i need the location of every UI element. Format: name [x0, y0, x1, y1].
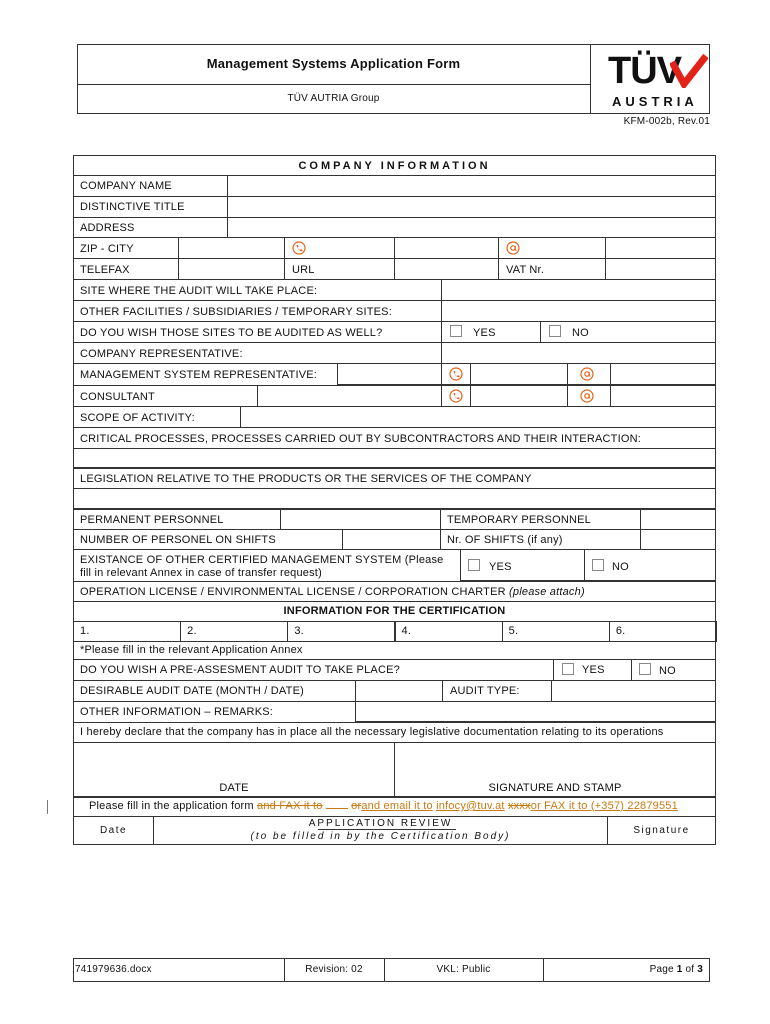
header-divider-v: [590, 44, 591, 114]
at-icon: [580, 367, 594, 381]
checkbox-sites-no[interactable]: [549, 325, 561, 337]
label-mgmt-rep: MANAGEMENT SYSTEM REPRESENTATIVE:: [80, 369, 318, 381]
footer-page: [543, 964, 703, 975]
instruction-inserted: and email it to: [361, 800, 433, 812]
checkbox-pre-audit-no[interactable]: [639, 663, 651, 675]
label-pre-audit-yes: YES: [582, 664, 605, 676]
pre-audit-divider: [631, 659, 632, 681]
label-existance-1: EXISTANCE OF OTHER CERTIFIED MANAGEMENT SYSTEM (Please: [80, 554, 444, 566]
section-company-title: COMPANY INFORMATION: [298, 160, 491, 172]
label-audit-type: AUDIT TYPE:: [450, 685, 520, 697]
label-sites-yes: YES: [473, 327, 496, 339]
declaration: I hereby declare that the company has in place all the necessary legislative documentation relating to its operations: [80, 726, 664, 738]
label-wish-audited: DO YOU WISH THOSE SITES TO BE AUDITED AS WELL?: [80, 327, 383, 339]
margin-mark: [47, 800, 48, 814]
label-nr-shifts: Nr. OF SHIFTS (if any): [447, 534, 563, 546]
footer-vkl: VKL: Public: [436, 964, 491, 975]
input-audit-type[interactable]: [551, 680, 716, 702]
phone-icon: [449, 367, 463, 381]
email-link[interactable]: infocy@tuv.at: [436, 800, 505, 812]
input-zip-city[interactable]: [178, 237, 285, 259]
doc-code: KFM-002b, Rev.01: [623, 116, 710, 127]
sites-divider: [540, 321, 541, 343]
form-subtitle: TÜV AUTRIA Group: [287, 93, 380, 104]
cert-item-label: 3.: [294, 625, 304, 637]
certification-title: INFORMATION FOR THE CERTIFICATION: [283, 605, 506, 617]
license-text: OPERATION LICENSE / ENVIRONMENTAL LICENSE / CORPORATION CHARTER: [80, 586, 506, 598]
review-date-label: Date: [99, 825, 128, 836]
instruction-lead: Please fill in the application form: [89, 800, 254, 812]
input-consultant[interactable]: [257, 385, 442, 407]
checkbox-existance-yes[interactable]: [468, 559, 480, 571]
instruction-struck2: or: [351, 800, 362, 812]
cert-item-label: 2.: [187, 625, 197, 637]
input-on-shifts[interactable]: [342, 529, 441, 550]
row-line: [73, 601, 716, 602]
checkbox-existance-no[interactable]: [592, 559, 604, 571]
tuv-logo: [598, 50, 706, 112]
cert-item-label: 4.: [401, 625, 412, 637]
input-mgmt-phone[interactable]: [470, 363, 568, 385]
label-vat: VAT Nr.: [506, 264, 545, 276]
input-scope[interactable]: [240, 406, 716, 428]
cert-item-label: 1.: [80, 625, 90, 637]
input-critical[interactable]: [73, 448, 716, 468]
instruction-struck1: and FAX it to: [257, 800, 323, 812]
label-existance-yes: YES: [489, 561, 512, 573]
input-company-rep[interactable]: [441, 342, 716, 364]
label-company-name: COMPANY NAME: [80, 180, 172, 192]
label-url: URL: [292, 264, 315, 276]
pre-audit-options: [553, 659, 716, 681]
label-on-shifts: NUMBER OF PERSONEL ON SHIFTS: [80, 534, 276, 546]
footer-page-total: 3: [697, 964, 703, 975]
input-address[interactable]: [227, 217, 716, 238]
review-title-underline: [318, 829, 456, 830]
label-existance-2: fill in relevant Annex in case of transfer request): [80, 567, 322, 579]
label-consultant: CONSULTANT: [80, 391, 155, 403]
header-divider-h: [77, 84, 590, 85]
label-scope: SCOPE OF ACTIVITY:: [80, 412, 195, 424]
label-temporary: TEMPORARY PERSONNEL: [447, 514, 591, 526]
input-telefax[interactable]: [178, 258, 285, 280]
checkbox-sites-yes[interactable]: [450, 325, 462, 337]
annex-note: *Please fill in the relevant Application Annex: [80, 644, 303, 656]
input-vat[interactable]: [605, 258, 716, 280]
input-mgmt-rep[interactable]: [337, 363, 442, 385]
label-date: DATE: [219, 782, 249, 794]
input-other-info[interactable]: [355, 701, 716, 722]
input-nr-shifts[interactable]: [640, 529, 716, 550]
label-critical: CRITICAL PROCESSES, PROCESSES CARRIED OUT BY SUBCONTRACTORS AND THEIR INTERACTION:: [80, 433, 641, 445]
review-subtitle: (to be filled in by the Certification Body): [250, 831, 511, 842]
input-phone-value[interactable]: [394, 237, 499, 259]
review-title: APPLICATION REVIEW: [308, 818, 453, 829]
input-consultant-phone[interactable]: [470, 385, 568, 407]
label-other-facilities: OTHER FACILITIES / SUBSIDIARIES / TEMPORARY SITES:: [80, 306, 392, 318]
input-temporary[interactable]: [640, 508, 716, 530]
input-legislation[interactable]: [73, 488, 716, 509]
phone-icon: [292, 241, 306, 255]
label-sites-no: NO: [572, 327, 589, 339]
footer-revision: Revision: 02: [305, 964, 363, 975]
input-permanent[interactable]: [280, 508, 441, 530]
label-distinctive-title: DISTINCTIVE TITLE: [80, 201, 185, 213]
input-other-facilities[interactable]: [441, 300, 716, 322]
input-distinctive-title[interactable]: [227, 196, 716, 218]
row-line: [73, 468, 716, 469]
label-address: ADDRESS: [80, 222, 135, 234]
input-site-audit[interactable]: [441, 279, 716, 301]
form-title: Management Systems Application Form: [206, 56, 461, 71]
input-consultant-email[interactable]: [610, 385, 716, 407]
review-signature-label: Signature: [633, 825, 690, 836]
logo-bottom: AUSTRIA: [612, 94, 698, 109]
instruction-line: [89, 800, 678, 812]
cert-item-label: 5.: [508, 625, 519, 637]
input-email-value[interactable]: [605, 237, 716, 259]
footer-page-num: 1: [676, 964, 683, 975]
license-note: (please attach): [509, 586, 585, 598]
label-signature-stamp: SIGNATURE AND STAMP: [488, 782, 622, 794]
label-telefax: TELEFAX: [80, 264, 130, 276]
label-pre-audit-no: NO: [659, 665, 676, 677]
row-line: [73, 581, 716, 582]
footer-page-pre: Page: [649, 964, 677, 975]
label-company-rep: COMPANY REPRESENTATIVE:: [80, 348, 243, 360]
cert-item-label: 6.: [615, 625, 626, 637]
checkbox-pre-audit-yes[interactable]: [562, 663, 574, 675]
logo-top: TÜV: [608, 50, 681, 92]
label-license: [80, 586, 585, 598]
row-line: [73, 722, 716, 723]
instruction-tail: or FAX it to (+357) 22879551: [530, 800, 678, 812]
label-other-info: OTHER INFORMATION – REMARKS:: [80, 706, 274, 718]
input-mgmt-email[interactable]: [610, 363, 716, 385]
label-site-audit: SITE WHERE THE AUDIT WILL TAKE PLACE:: [80, 285, 318, 297]
footer-file: 741979636.docx: [75, 964, 152, 975]
label-pre-audit: DO YOU WISH A PRE-ASSESMENT AUDIT TO TAKE PLACE?: [80, 664, 400, 676]
existance-divider: [584, 549, 585, 581]
label-existance-no: NO: [612, 561, 629, 573]
logo-check-icon: [670, 54, 708, 88]
at-icon: [506, 241, 520, 255]
label-audit-date: DESIRABLE AUDIT DATE (MONTH / DATE): [80, 685, 304, 697]
input-url[interactable]: [394, 258, 499, 280]
row-line: [73, 797, 716, 798]
input-company-name[interactable]: [227, 175, 716, 197]
label-permanent: PERMANENT PERSONNEL: [80, 514, 224, 526]
label-zip-city: ZIP - CITY: [80, 243, 134, 255]
label-legislation: LEGISLATION RELATIVE TO THE PRODUCTS OR THE SERVICES OF THE COMPANY: [80, 473, 532, 485]
phone-icon: [449, 389, 463, 403]
instruction-struck3: xxxx: [507, 800, 531, 812]
footer-page-mid: of: [682, 964, 698, 975]
input-audit-date[interactable]: [355, 680, 443, 702]
at-icon: [580, 389, 594, 403]
